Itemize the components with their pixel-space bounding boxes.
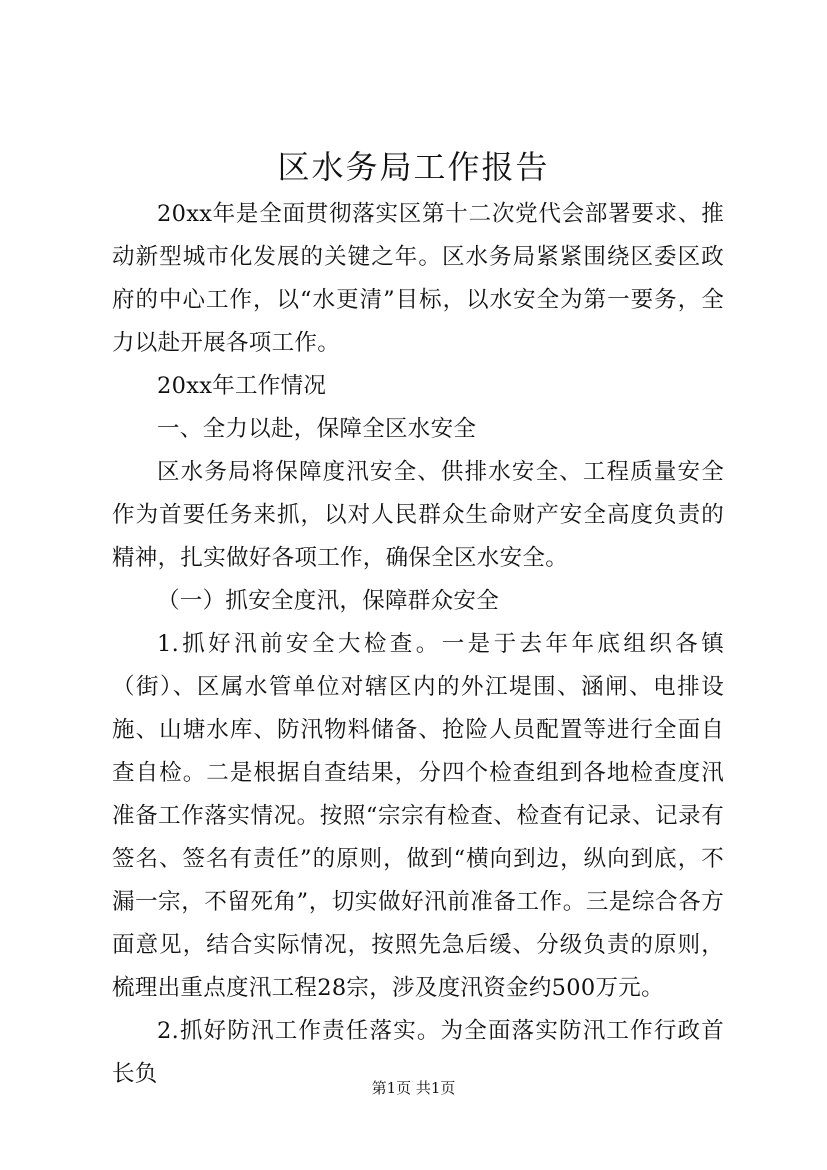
subsection-heading-flood-safety: （一）抓安全度汛，保障群众安全 <box>157 588 500 614</box>
paragraph-water-safety: 区水务局将保障度汛安全、供排水安全、工程质量安全作为首要任务来抓，以对人民群众生命财产安全高度负责的精神，扎实做好各项工作，确保全区水安全。 <box>112 459 724 571</box>
paragraph-inspection: 1.抓好汛前安全大检查。一是于去年年底组织各镇（街）、区属水管单位对辖区内的外江堤围、涵闸、电排设施、山塘水库、防汛物料储备、抢险人员配置等进行全面自查自检。二是根据自查结果，分四个检查组到各地检查度汛准备工作落实情况。按照“宗宗有检查、检查有记录、记录有签名、签名有责任”的原则，做到“横向到边，纵向到底，不漏一宗，不留死角”，切实做好汛前准备工作。三是综合各方面意见，结合实际情况，按照先急后缓、分级负责的原则，梳理出重点度汛工程28宗，涉及度汛资金约500万元。 <box>112 631 724 1001</box>
section-heading-work-status: 20xx年工作情况 <box>157 373 327 399</box>
page-number-footer: 第1页 共1页 <box>371 1079 456 1097</box>
paragraph-intro: 20xx年是全面贯彻落实区第十二次党代会部署要求、推动新型城市化发展的关键之年。区水务局紧紧围绕区委区政府的中心工作，以“水更清”目标，以水安全为第一要务，全力以赴开展各项工作。 <box>112 201 724 356</box>
paragraph-responsibility: 2.抓好防汛工作责任落实。为全面落实防汛工作行政首长负 <box>112 1018 724 1087</box>
section-heading-water-safety: 一、全力以赴，保障全区水安全 <box>157 416 477 442</box>
document-body <box>112 193 724 1096</box>
document-title: 区水务局工作报告 <box>277 148 550 186</box>
